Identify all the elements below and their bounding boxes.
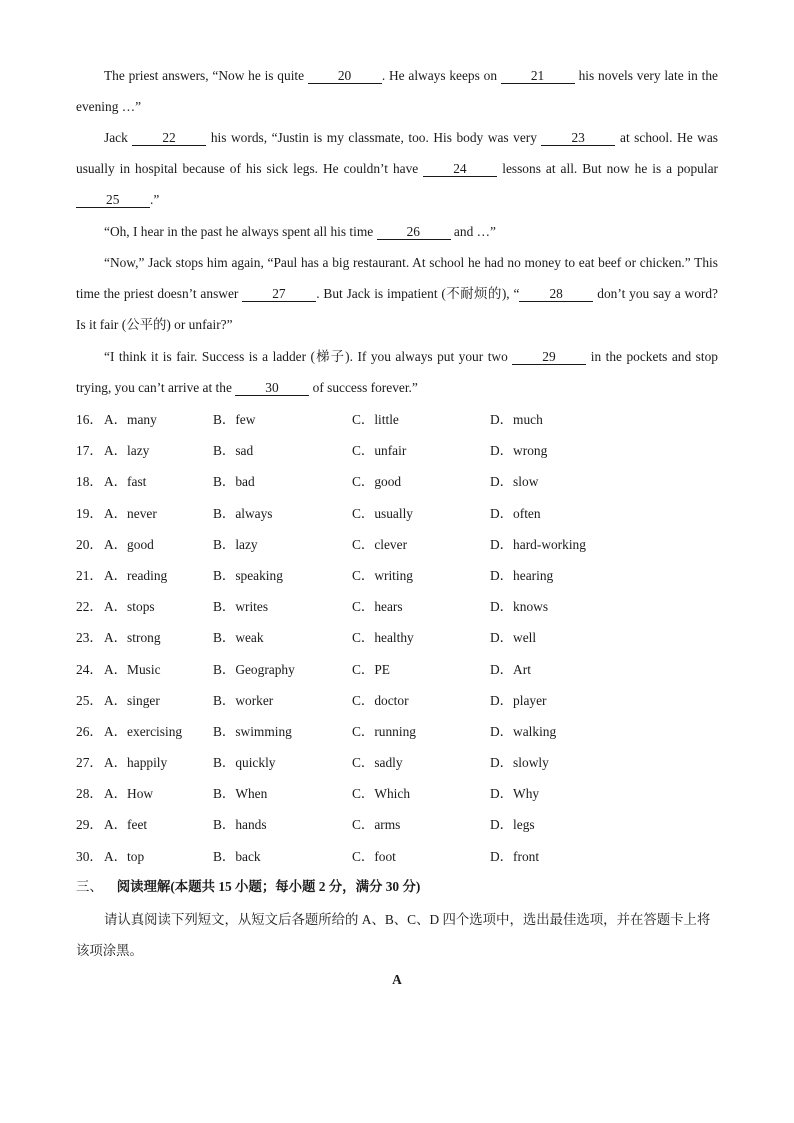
passage-paragraph-1 bbox=[76, 60, 718, 122]
passage-text: and …” bbox=[450, 224, 496, 239]
passage-text: don’t you say a word? Is it fair (公平的) or unfair?” bbox=[76, 286, 719, 332]
option-d[interactable]: D．player bbox=[490, 692, 547, 708]
question-number: 27． bbox=[76, 755, 103, 771]
option-c[interactable]: C．PE bbox=[352, 661, 390, 677]
option-a[interactable]: A．stops bbox=[104, 599, 155, 615]
option-d[interactable]: D．wrong bbox=[490, 443, 548, 459]
question-row bbox=[76, 560, 716, 591]
option-d[interactable]: D．Why bbox=[490, 786, 540, 802]
question-row bbox=[76, 809, 716, 840]
question-row bbox=[76, 404, 716, 435]
passage-paragraph-5 bbox=[76, 341, 718, 403]
question-row bbox=[76, 747, 716, 778]
option-c[interactable]: C．usually bbox=[352, 505, 414, 521]
section-heading bbox=[76, 873, 420, 901]
option-b[interactable]: B．weak bbox=[213, 630, 264, 646]
option-c[interactable]: C．good bbox=[352, 474, 402, 490]
option-b[interactable]: B．few bbox=[213, 412, 256, 427]
question-row bbox=[76, 591, 716, 622]
question-number: 22． bbox=[76, 599, 103, 615]
option-a[interactable]: A．Music bbox=[104, 661, 161, 677]
option-b[interactable]: B．always bbox=[213, 505, 273, 521]
option-c[interactable]: C．doctor bbox=[352, 692, 409, 708]
passage-text: his novels very late in the evening …” bbox=[76, 68, 718, 114]
option-c[interactable]: C．little bbox=[352, 412, 399, 427]
passage-text: “Now,” Jack stops him again, “Paul has a big restaurant. At school he had no money to eat beef or chicken.” This time the priest doesn’t answer bbox=[76, 255, 718, 301]
blank-25: 25 bbox=[76, 193, 150, 208]
option-b[interactable]: B．worker bbox=[213, 692, 274, 708]
option-c[interactable]: C．healthy bbox=[352, 630, 414, 646]
option-a[interactable]: A．reading bbox=[104, 567, 168, 583]
option-d[interactable]: D．well bbox=[490, 630, 537, 646]
option-c[interactable]: C．hears bbox=[352, 599, 403, 615]
option-b[interactable]: B．lazy bbox=[213, 536, 258, 552]
question-row bbox=[76, 685, 716, 716]
option-b[interactable]: B．Geography bbox=[213, 661, 295, 677]
question-row bbox=[76, 716, 716, 747]
option-c[interactable]: C．running bbox=[352, 723, 416, 739]
option-c[interactable]: C．clever bbox=[352, 536, 408, 552]
question-number: 16． bbox=[76, 412, 103, 427]
option-d[interactable]: D．hard-working bbox=[490, 536, 586, 552]
question-number: 30． bbox=[76, 848, 103, 864]
option-d[interactable]: D．front bbox=[490, 848, 540, 864]
blank-24: 24 bbox=[423, 162, 497, 177]
option-a[interactable]: A．singer bbox=[104, 692, 160, 708]
option-c[interactable]: C．unfair bbox=[352, 443, 407, 459]
option-b[interactable]: B．When bbox=[213, 786, 268, 802]
passage-text: in the pockets and stop trying, you can’t arrive at the bbox=[76, 349, 718, 395]
question-row bbox=[76, 435, 716, 466]
passage-text: lessons at all. But now he is a popular bbox=[497, 161, 718, 176]
option-a[interactable]: A．exercising bbox=[104, 723, 183, 739]
question-number: 19． bbox=[76, 505, 103, 521]
option-d[interactable]: D．slow bbox=[490, 474, 539, 490]
question-number: 25． bbox=[76, 692, 103, 708]
option-a[interactable]: A．many bbox=[104, 412, 157, 427]
option-a[interactable]: A．top bbox=[104, 848, 145, 864]
blank-28: 28 bbox=[519, 287, 593, 302]
blank-26: 26 bbox=[377, 225, 451, 240]
option-d[interactable]: D．knows bbox=[490, 599, 549, 615]
option-c[interactable]: C．writing bbox=[352, 567, 414, 583]
blank-22: 22 bbox=[132, 131, 206, 146]
question-number: 17． bbox=[76, 443, 103, 459]
option-b[interactable]: B．writes bbox=[213, 599, 269, 615]
option-a[interactable]: A．happily bbox=[104, 755, 168, 771]
question-row bbox=[76, 529, 716, 560]
passage-text: Jack bbox=[104, 130, 133, 145]
option-d[interactable]: D．much bbox=[490, 412, 543, 427]
passage-heading: A bbox=[392, 972, 402, 987]
option-b[interactable]: B．bad bbox=[213, 474, 255, 490]
option-a[interactable]: A．good bbox=[104, 536, 154, 552]
option-b[interactable]: B．quickly bbox=[213, 755, 276, 771]
question-row bbox=[76, 841, 716, 872]
question-number: 21． bbox=[76, 567, 103, 583]
option-d[interactable]: D．walking bbox=[490, 723, 557, 739]
passage-text: “I think it is fair. Success is a ladder (梯子). If you always put your two bbox=[104, 349, 513, 364]
option-b[interactable]: B．swimming bbox=[213, 723, 292, 739]
option-a[interactable]: A．never bbox=[104, 505, 157, 521]
blank-30: 30 bbox=[235, 381, 309, 396]
section-instructions: 请认真阅读下列短文，从短文后各题所给的 A、B、C、D 四个选项中，选出最佳选项，并在答题卡上将该项涂黑。 bbox=[76, 912, 711, 958]
question-number: 23． bbox=[76, 630, 103, 646]
option-c[interactable]: C．sadly bbox=[352, 755, 403, 771]
option-d[interactable]: D．hearing bbox=[490, 567, 554, 583]
question-number: 24． bbox=[76, 661, 103, 677]
option-b[interactable]: B．hands bbox=[213, 817, 267, 833]
option-a[interactable]: A．How bbox=[104, 786, 154, 802]
section-title: 阅读理解(本题共 15 小题；每小题 2 分，满分 30 分) bbox=[116, 879, 421, 894]
question-number: 29． bbox=[76, 817, 103, 833]
option-a[interactable]: A．fast bbox=[104, 474, 147, 490]
passage-paragraph-3 bbox=[76, 216, 718, 247]
option-d[interactable]: D．legs bbox=[490, 817, 535, 833]
question-row bbox=[76, 622, 716, 653]
passage-paragraph-4 bbox=[76, 247, 718, 340]
question-row bbox=[76, 498, 716, 529]
option-c[interactable]: C．arms bbox=[352, 817, 401, 833]
passage-text: . But Jack is impatient (不耐烦的), “ bbox=[316, 286, 520, 301]
question-row bbox=[76, 654, 716, 685]
blank-23: 23 bbox=[541, 131, 615, 146]
question-row bbox=[76, 466, 716, 497]
passage-text: of success forever.” bbox=[309, 380, 418, 395]
blank-27: 27 bbox=[242, 287, 316, 302]
passage-text: his words, “Justin is my classmate, too. His body was very bbox=[206, 130, 542, 145]
passage-paragraph-2 bbox=[76, 122, 718, 215]
answer-options-list bbox=[76, 404, 716, 872]
option-a[interactable]: A．feet bbox=[104, 817, 148, 833]
section-number: 三、 bbox=[76, 879, 103, 894]
option-a[interactable]: A．strong bbox=[104, 630, 161, 646]
question-number: 18． bbox=[76, 474, 103, 490]
question-number: 26． bbox=[76, 723, 103, 739]
passage-text: “Oh, I hear in the past he always spent all his time bbox=[104, 224, 377, 239]
option-d[interactable]: D．Art bbox=[490, 661, 531, 677]
option-b[interactable]: B．sad bbox=[213, 443, 254, 459]
option-d[interactable]: D．often bbox=[490, 505, 541, 521]
blank-29: 29 bbox=[512, 350, 586, 365]
passage-text: .” bbox=[150, 192, 160, 207]
passage-text: . He always keeps on bbox=[381, 68, 501, 83]
blank-21: 21 bbox=[501, 69, 575, 84]
passage-text: The priest answers, “Now he is quite bbox=[104, 68, 308, 83]
option-b[interactable]: B．speaking bbox=[213, 567, 283, 583]
option-c[interactable]: C．foot bbox=[352, 848, 396, 864]
option-a[interactable]: A．lazy bbox=[104, 443, 150, 459]
option-d[interactable]: D．slowly bbox=[490, 755, 549, 771]
option-c[interactable]: C．Which bbox=[352, 786, 411, 802]
blank-20: 20 bbox=[308, 69, 382, 84]
question-row bbox=[76, 778, 716, 809]
option-b[interactable]: B．back bbox=[213, 848, 261, 864]
passage-text: at school. He was usually in hospital because of his sick legs. He couldn’t have bbox=[76, 130, 718, 176]
question-number: 20． bbox=[76, 536, 103, 552]
question-number: 28． bbox=[76, 786, 103, 802]
